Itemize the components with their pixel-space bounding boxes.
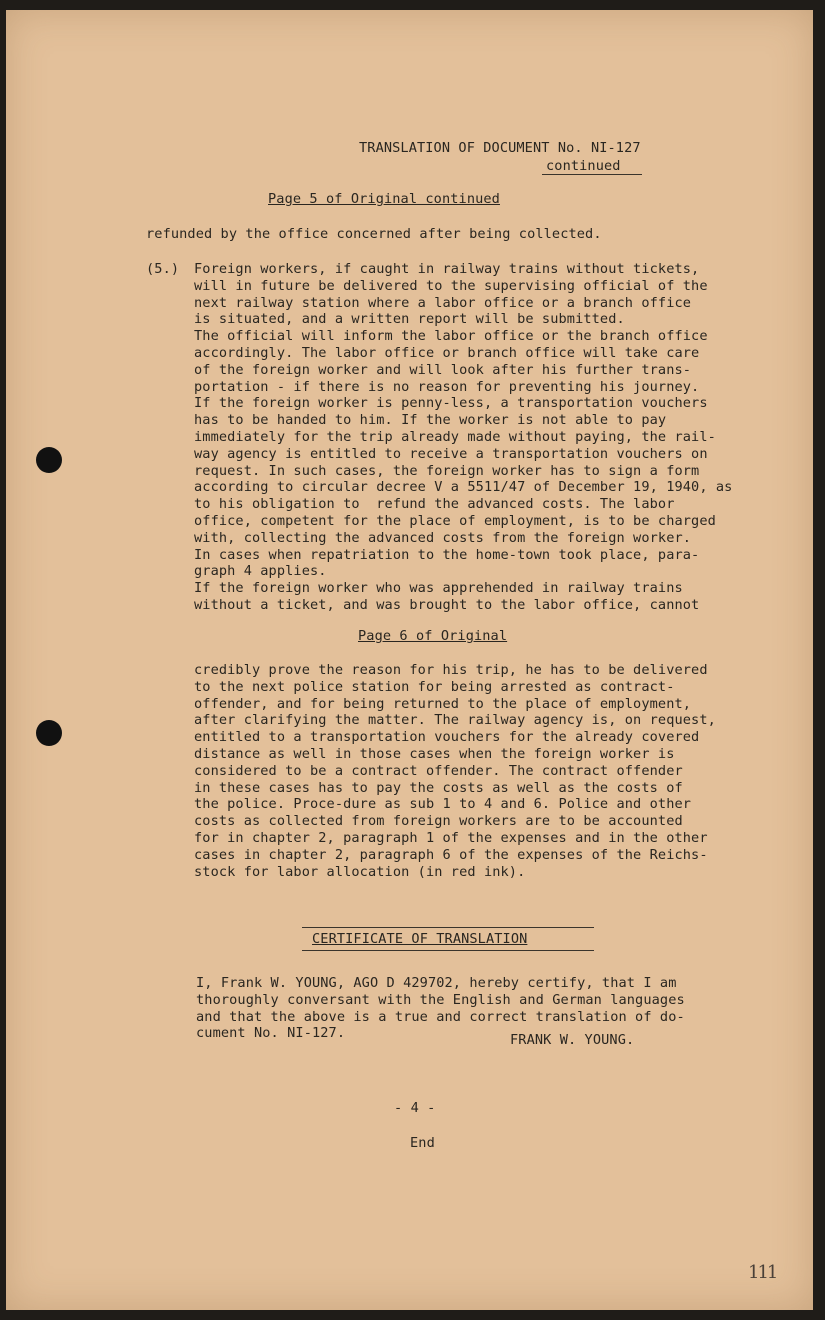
intro-line: refunded by the office concerned after being collected. xyxy=(146,226,602,242)
document-title: TRANSLATION OF DOCUMENT No. NI-127 xyxy=(359,140,641,156)
text-line: and that the above is a true and correct translation of do- xyxy=(196,1008,685,1025)
text-line: way agency is entitled to receive a transportation vouchers on xyxy=(194,445,708,462)
text-line: of the foreign worker and will look after his further trans- xyxy=(194,361,692,378)
punch-hole-lower xyxy=(36,720,62,746)
translator-signature: FRANK W. YOUNG. xyxy=(510,1032,635,1048)
text-line: request. In such cases, the foreign worker has to sign a form xyxy=(194,462,700,479)
text-line: to the next police station for being arrested as contract- xyxy=(194,678,675,695)
text-line: next railway station where a labor office or a branch office xyxy=(194,294,692,311)
text-line: The official will inform the labor office or the branch office xyxy=(194,328,708,345)
page-6-body xyxy=(194,662,716,880)
text-line: stock for labor allocation (in red ink). xyxy=(194,863,526,880)
text-line: has to be handed to him. If the worker is not able to pay xyxy=(194,412,667,429)
text-line: In cases when repatriation to the home-town took place, para- xyxy=(194,546,700,563)
certificate-rule-bottom xyxy=(302,950,594,951)
text-line: with, collecting the advanced costs from the foreign worker. xyxy=(194,529,692,546)
text-line: thoroughly conversant with the English and German languages xyxy=(196,991,685,1008)
punch-hole-upper xyxy=(36,447,62,473)
text-line: in these cases has to pay the costs as well as the costs of xyxy=(194,779,683,796)
text-line: credibly prove the reason for his trip, he has to be delivered xyxy=(194,662,708,678)
document-title-continued: continued xyxy=(546,158,621,174)
text-line: without a ticket, and was brought to the labor office, cannot xyxy=(194,596,700,613)
section-heading-page5: Page 5 of Original continued xyxy=(268,191,500,207)
text-line: If the foreign worker is penny-less, a transportation vouchers xyxy=(194,395,708,412)
text-line: costs as collected from foreign workers are to be accounted xyxy=(194,813,683,830)
text-line: entitled to a transportation vouchers for the already covered xyxy=(194,729,700,746)
title-underline xyxy=(542,174,642,175)
text-line: for in chapter 2, paragraph 1 of the expenses and in the other xyxy=(194,829,708,846)
text-line: cases in chapter 2, paragraph 6 of the expenses of the Reichs- xyxy=(194,846,708,863)
document-page xyxy=(6,10,813,1310)
page-number: - 4 - xyxy=(394,1100,436,1116)
margin-tally-mark: 111 xyxy=(748,1262,777,1283)
certificate-heading: CERTIFICATE OF TRANSLATION xyxy=(312,931,528,947)
certificate-rule xyxy=(302,927,594,928)
text-line: I, Frank W. YOUNG, AGO D 429702, hereby certify, that I am xyxy=(196,975,677,991)
text-line: graph 4 applies. xyxy=(194,563,327,580)
text-line: Foreign workers, if caught in railway trains without tickets, xyxy=(194,261,700,277)
text-line: offender, and for being returned to the place of employment, xyxy=(194,695,692,712)
paragraph-number: (5.) xyxy=(146,261,180,277)
text-line: considered to be a contract offender. The contract offender xyxy=(194,762,683,779)
text-line: immediately for the trip already made without paying, the rail- xyxy=(194,428,716,445)
text-line: cument No. NI-127. xyxy=(196,1025,346,1042)
text-line: according to circular decree V a 5511/47 of December 19, 1940, as xyxy=(194,479,733,496)
text-line: If the foreign worker who was apprehended in railway trains xyxy=(194,580,683,597)
text-line: office, competent for the place of employment, is to be charged xyxy=(194,512,716,529)
text-line: distance as well in those cases when the foreign worker is xyxy=(194,745,675,762)
text-line: the police. Proce-dure as sub 1 to 4 and 6. Police and other xyxy=(194,796,692,813)
text-line: is situated, and a written report will be submitted. xyxy=(194,311,625,328)
paragraph-5-body xyxy=(194,261,732,614)
end-marker: End xyxy=(410,1135,435,1151)
text-line: portation - if there is no reason for preventing his journey. xyxy=(194,378,700,395)
section-heading-page6: Page 6 of Original xyxy=(358,628,508,644)
text-line: to his obligation to refund the advanced costs. The labor xyxy=(194,496,675,513)
text-line: after clarifying the matter. The railway agency is, on request, xyxy=(194,712,716,729)
text-line: accordingly. The labor office or branch office will take care xyxy=(194,344,700,361)
text-line: will in future be delivered to the supervising official of the xyxy=(194,277,708,294)
